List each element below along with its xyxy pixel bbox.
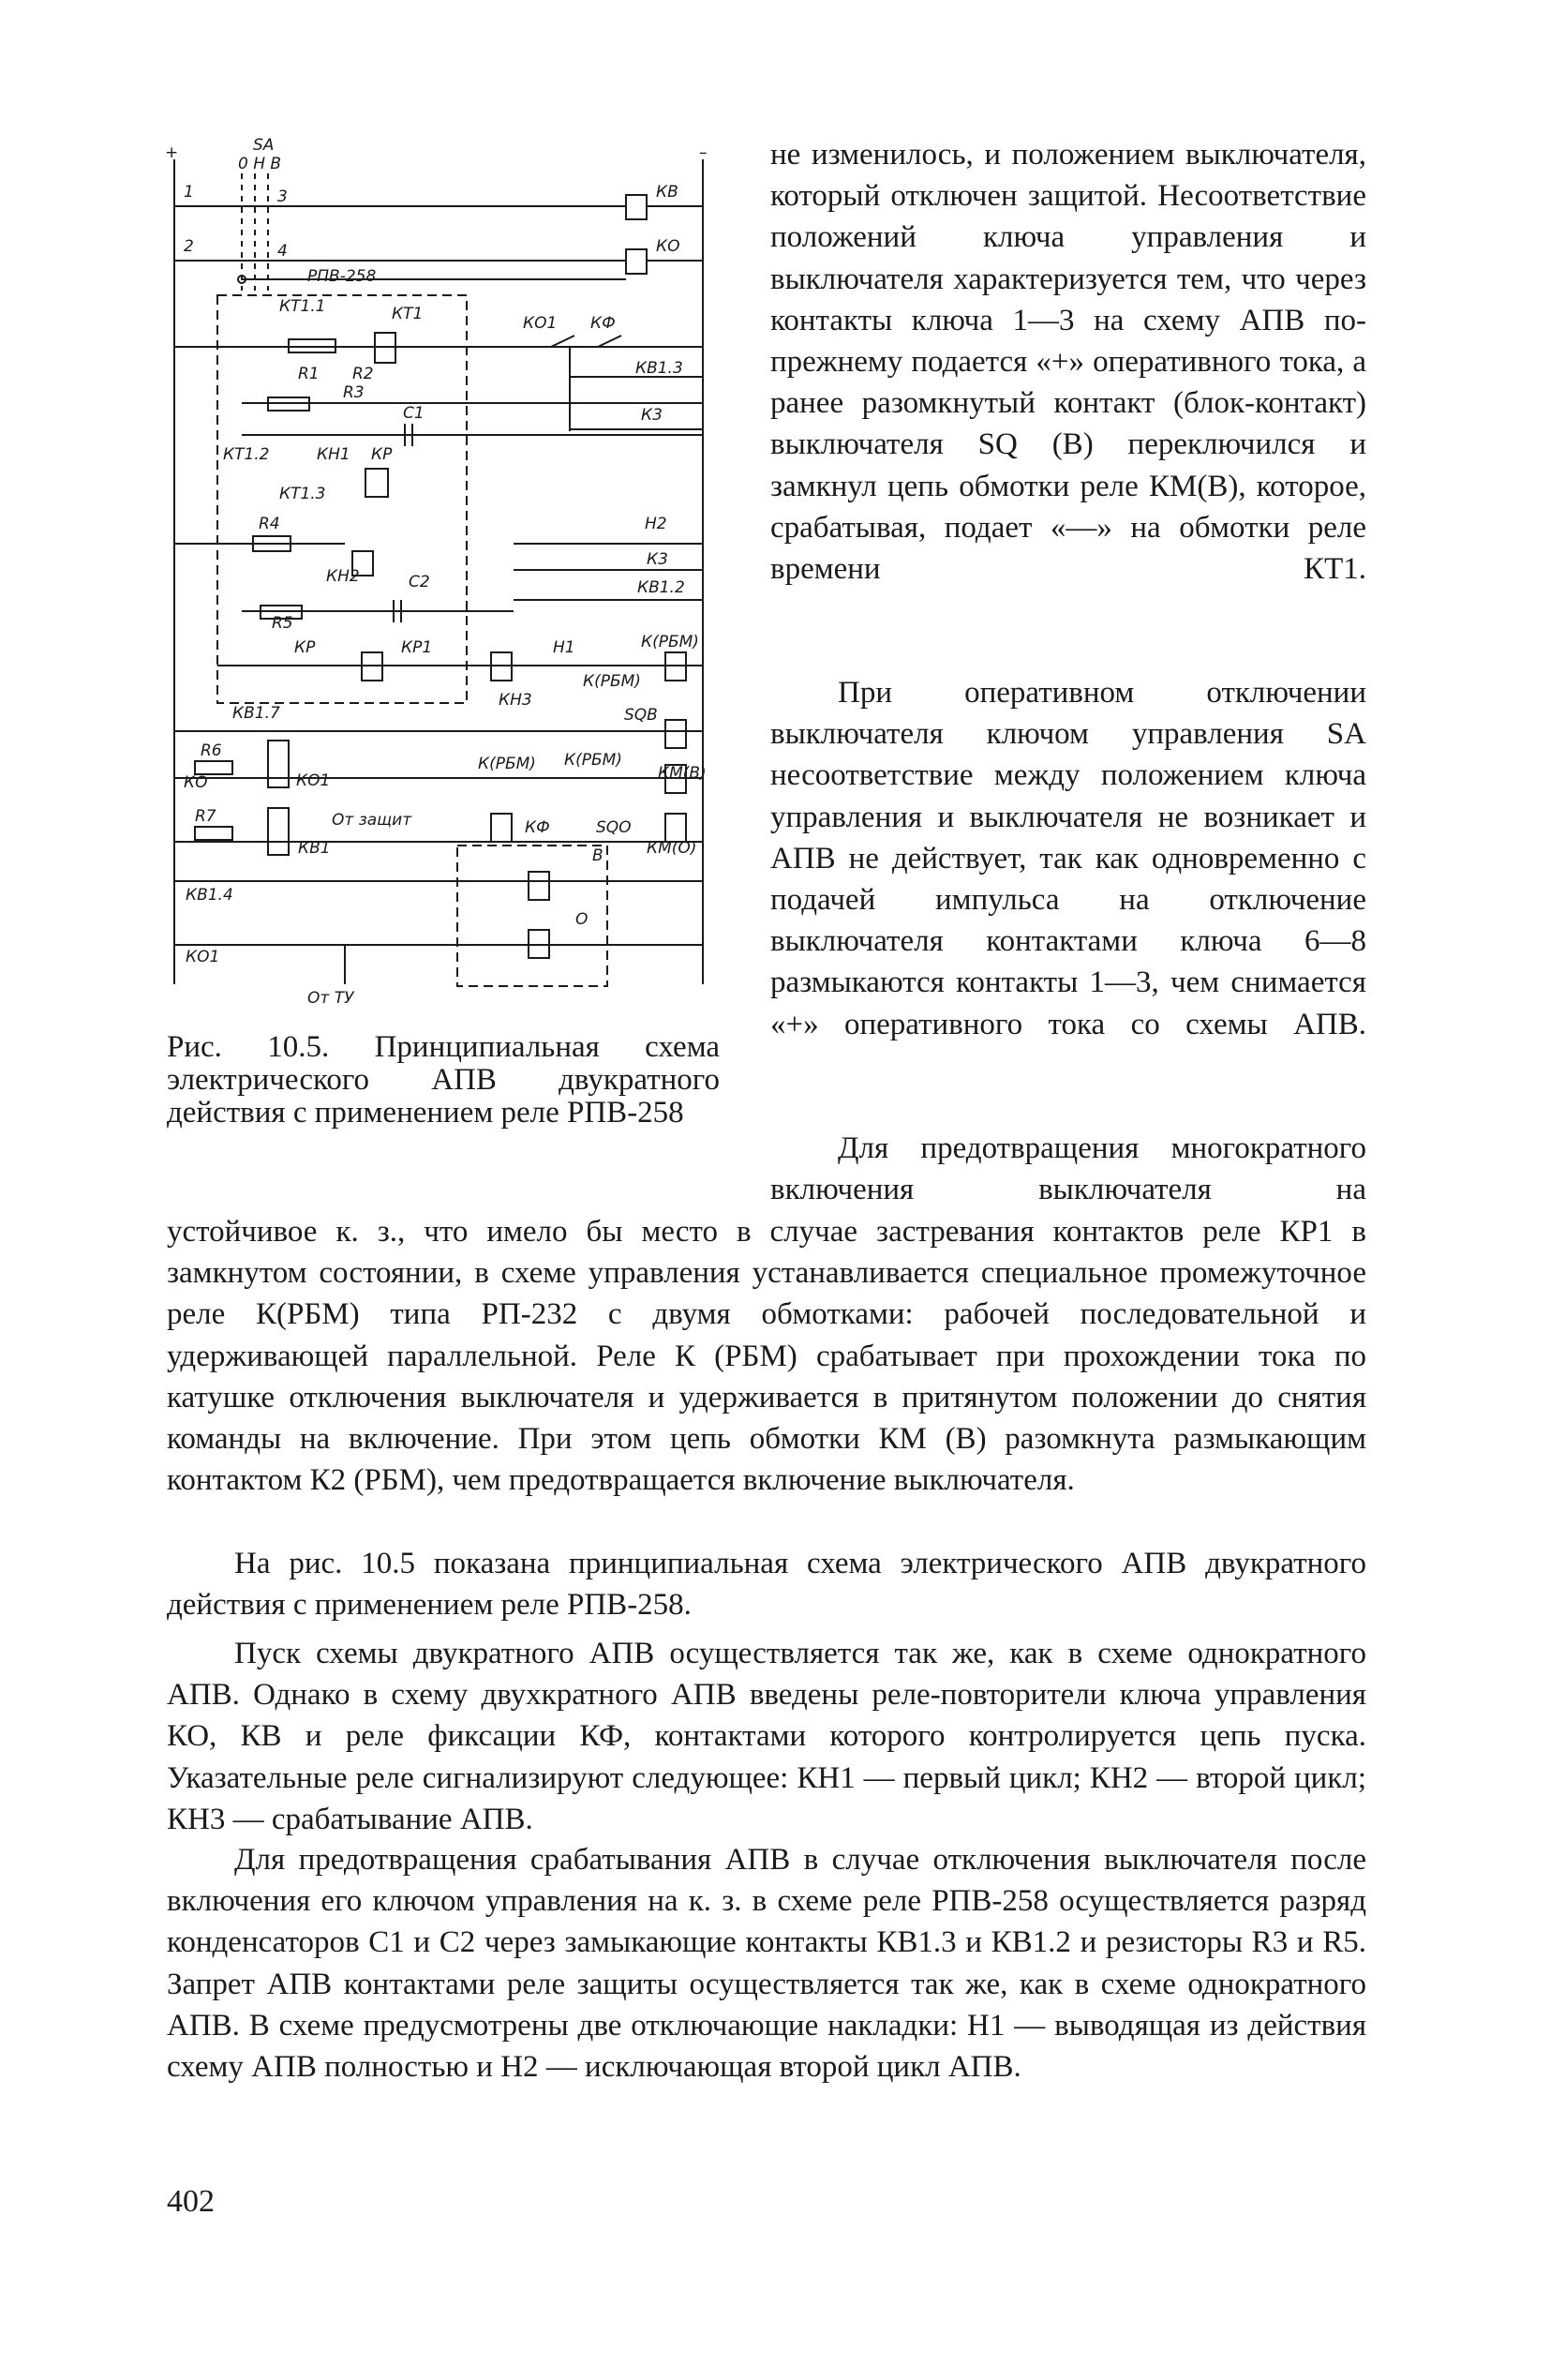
kt13-label: КТ1.3	[279, 485, 326, 503]
sa-positions: 0 Н В	[238, 155, 282, 173]
krbm3-label: К(РБМ)	[478, 755, 536, 773]
kt12-label: КТ1.2	[223, 445, 270, 464]
contact3-label: 3	[277, 187, 288, 206]
kv17-label: КВ1.7	[232, 704, 280, 723]
c1-label: С1	[403, 404, 425, 423]
contact4-label: 4	[277, 242, 288, 261]
c2-label: С2	[409, 573, 430, 591]
figure-caption-text: Принципиальная схема электрического АПВ двукратного действия с применением реле РПВ-258	[167, 1030, 721, 1130]
kmo-label: КМ(О)	[647, 839, 697, 858]
ko1c-label: КО1	[186, 948, 220, 966]
paragraph-5: Пуск схемы двукратного АПВ осуществляется так же, как в схеме однократного АПВ. Однако в схему двухкратного АПВ введены реле-повторители ключа управления КО, КВ и реле фиксации КФ, контактами которого контролируется цепь пуска. Указательные реле сигнализируют следующее: КН1 — первый цикл; КН2 — второй цикл; КН3 — срабатывание АПВ.	[167, 1637, 1366, 1836]
o-label: О	[575, 910, 589, 929]
krbm4-label: К(РБМ)	[564, 751, 622, 770]
r4-label: R4	[259, 515, 280, 533]
figure-number: Рис. 10.5.	[167, 1030, 330, 1064]
sa-label: SA	[253, 136, 275, 155]
sqb-label: SQВ	[624, 706, 658, 725]
ko-coil-label: КО	[656, 237, 680, 256]
plus-label: +	[165, 143, 179, 162]
row2-label: 2	[184, 237, 194, 256]
kf-contact-label: КФ	[590, 314, 616, 333]
kh3-label: КН3	[499, 691, 532, 710]
k3-label: К3	[641, 406, 663, 425]
circuit-diagram	[157, 131, 720, 1008]
row1-label: 1	[184, 183, 194, 202]
h1-label: Н1	[553, 638, 575, 657]
k3b-label: К3	[647, 550, 668, 569]
krbm2-label: К(РБМ)	[583, 672, 641, 691]
r1-label: R1	[298, 365, 320, 383]
kv1-label: КВ1	[298, 839, 331, 858]
kv13-label: КВ1.3	[635, 359, 683, 378]
paragraph-3-start: Для предотвращения многократного включения выключателя на	[770, 1131, 1366, 1207]
kt1-label: КТ1	[392, 305, 424, 323]
kv-coil-label: КВ	[656, 183, 678, 202]
paragraph-1: не изменилось, и положением выключателя, который отключен защитой. Несоответствие положений ключа управления и выключателя характеризуется тем, что через контакты ключа 1—3 на схему АПВ по-прежнему подается «+» оперативного тока, а ранее разомкнутый контакт (блок-контакт) выключателя SQ (В) переключился и замкнул цепь обмотки реле КМ(В), которое, срабатывая, подает «—» на обмотки реле времени КТ1.	[770, 138, 1366, 587]
v-label: В	[592, 846, 604, 865]
page-number: 402	[167, 2184, 215, 2219]
paragraph-6: Для предотвращения срабатывания АПВ в случае отключения выключателя после включения его ключом управления на к. з. в схеме реле РПВ-258 осуществляется разряд конденсаторов С1 и С2 через замыкающие контакты КВ1.3 и КВ1.2 и резисторы R3 и R5. Запрет АПВ контактами реле защиты осуществляется так же, как в схеме однократного АПВ. В схеме предусмотрены две отключающие накладки: Н1 — выводящая из действия схему АПВ полностью и Н2 — исключающая второй цикл АПВ.	[167, 1843, 1366, 2085]
kp2-label: КР	[294, 638, 316, 657]
paragraph-2: При оперативном отключении выключателя ключом управления SA несоответствие между положением ключа управления и выключателя не возникает и АПВ не действует, так как одновременно с подачей импульса на отключение выключателя контактами ключа 6—8 размыкаются контакты 1—3, чем снимается «+» оперативного тока со схемы АПВ.	[770, 676, 1366, 1041]
r7-label: R7	[195, 807, 216, 826]
ot-zash-label: От защит	[332, 811, 412, 830]
kp1-label: КР1	[401, 638, 433, 657]
kv14-label: КВ1.4	[186, 886, 233, 905]
h2-label: Н2	[645, 515, 667, 533]
kh1-label: КН1	[317, 445, 350, 464]
kp-label: КР	[371, 445, 393, 464]
kh2-label: КН2	[326, 567, 360, 586]
paragraph-4: На рис. 10.5 показана принципиальная схема электрического АПВ двукратного действия с применением реле РПВ-258.	[167, 1547, 1366, 1623]
kf2-label: КФ	[525, 818, 550, 837]
sqo-label: SQО	[596, 818, 632, 837]
r3-label: R3	[343, 383, 365, 402]
paragraph-3-cont: устойчивое к. з., что имело бы место в случае застревания контактов реле КР1 в замкнутом состоянии, в схеме управления устанавливается специальное промежуточное реле К(РБМ) типа РП-232 с двумя обмотками: рабочей последовательной и удерживающей параллельной. Реле К (РБМ) срабатывает при прохождении тока по катушке отключения выключателя и удерживается в притянутом положении до снятия команды на включение. При этом цепь обмотки КМ (В) разомкнута размыкающим контактом К2 (РБМ), чем предотвращается включение выключателя.	[167, 1215, 1366, 1498]
figure-caption	[167, 1031, 720, 1130]
r6-label: R6	[201, 741, 222, 760]
ko-small-label: КО	[184, 773, 208, 792]
kt11-label: КТ1.1	[279, 297, 326, 316]
r2-label: R2	[352, 365, 374, 383]
kv12-label: КВ1.2	[637, 578, 685, 597]
r5-label: R5	[272, 614, 293, 633]
rpv-label: РПВ-258	[307, 267, 377, 286]
ot-tu-label: От ТУ	[307, 989, 354, 1008]
minus-label: –	[699, 143, 708, 162]
krbm-label: К(РБМ)	[641, 633, 699, 651]
kmb-label: КМ(В)	[658, 764, 707, 783]
ko1-contact-label: КО1	[523, 314, 558, 333]
ko1b-label: КО1	[296, 771, 331, 790]
